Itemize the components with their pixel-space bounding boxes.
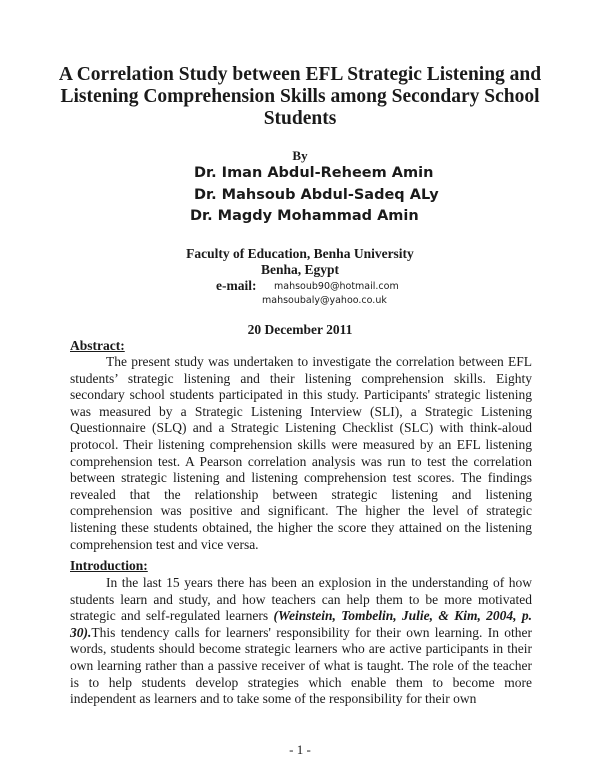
affiliation-faculty: Faculty of Education, Benha University [186,246,414,261]
paper-date: 20 December 2011 [247,322,353,337]
abstract-text: The present study was undertaken to investigate the correlation between EFL students’ strategic listening and their listening comprehension skills. Eighty secondary school students participated in this study. Participants' strategic listening was measured by a Strategic Listening Interview (SLI), a Strategic Listening Questionnaire (SLQ) and a Strategic Listening Checklist (SLC) with think-aloud protocol. Their listening comprehension skills were measured by an EFL listening comprehension test. A Pearson correlation analysis was run to test the correlation between strategic listening and listening comprehension test scores. The findings revealed that the relationship between strategic listening and listening comprehension was positive and significant. The higher the level of strategic listening these students obtained, the higher the score they attained on the listening comprehension test and vice versa. [70,354,532,552]
email-2[interactable]: mahsoubaly@yahoo.co.uk [262,295,387,306]
email-label: e-mail: [216,278,257,293]
author-1: Dr. Iman Abdul-Reheem Amin [194,165,434,181]
introduction-heading: Introduction: [70,558,148,573]
paper-title: A Correlation Study between EFL Strategic Listening and Listening Comprehension Skills among Secondary School Students [58,64,542,129]
email-1[interactable]: mahsoub90@hotmail.com [274,281,399,292]
introduction-text [70,575,532,708]
author-3: Dr. Magdy Mohammad Amin [190,208,419,224]
author-2: Dr. Mahsoub Abdul-Sadeq ALy [194,187,439,203]
intro-text-part-1: In the last 15 years there has been an explosion in the understanding of how students learn and study, and how teachers can help them to be more motivated strategic and self-regulated learners [70,575,532,624]
page-number: - 1 - [289,742,311,757]
affiliation-location: Benha, Egypt [260,262,340,277]
intro-citation: (Weinstein, Tombelin, Julie, & Kim, 2004, p. 30). [70,608,532,640]
abstract-heading: Abstract: [70,338,125,353]
intro-text-part-2: This tendency calls for learners' responsibility for their own learning. In other words, students should become strategic learners who are active participants in their own learning rather than a passive receiver of what is taught. The role of the teacher is to help students develop strategies which enable them to become more independent as learners and to take some of the responsibility for their own [70,624,532,707]
by-label: By [292,148,308,163]
